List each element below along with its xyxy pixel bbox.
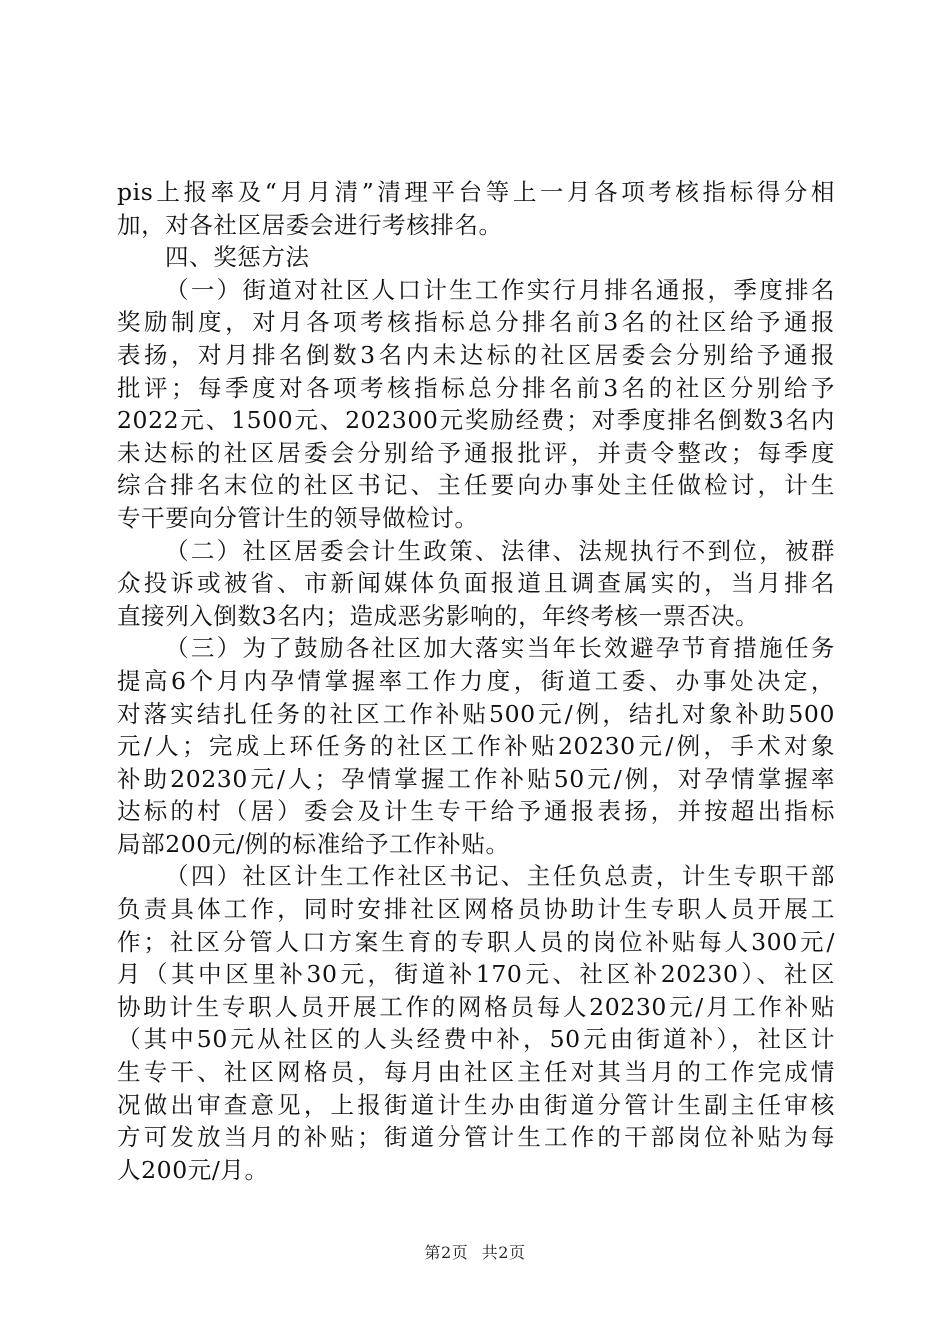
text-line: （三）为了鼓励各社区加大落实当年长效避孕节育措施任务 bbox=[165, 634, 835, 663]
text-line: 众投诉或被省、市新闻媒体负面报道且调查属实的，当月排名 bbox=[117, 569, 835, 598]
text-line: （四）社区计生工作社区书记、主任负总责，计生专职干部 bbox=[165, 862, 835, 891]
text-line: 生专干、社区网格员，每月由社区主任对其当月的工作完成情 bbox=[117, 1058, 835, 1087]
text-line: 四、奖惩方法 bbox=[165, 243, 310, 272]
text-line: 专干要向分管计生的领导做检讨。 bbox=[117, 503, 479, 532]
text-line: （其中50元从社区的人头经费中补，50元由街道补），社区计 bbox=[117, 1025, 835, 1054]
text-line: 达标的村（居）委会及计生专干给予通报表扬，并按超出指标 bbox=[117, 797, 835, 826]
text-line: 表扬，对月排名倒数3名内未达标的社区居委会分别给予通报 bbox=[117, 340, 835, 369]
text-line: 2022元、1500元、202300元奖励经费；对季度排名倒数3名内 bbox=[117, 406, 835, 435]
page-footer bbox=[0, 1240, 950, 1263]
text-line: 方可发放当月的补贴；街道分管计生工作的干部岗位补贴为每 bbox=[117, 1123, 835, 1152]
text-line: 批评；每季度对各项考核指标总分排名前3名的社区分别给予 bbox=[117, 373, 835, 402]
text-line: 协助计生专职人员开展工作的网格员每人20230元/月工作补贴 bbox=[117, 992, 835, 1021]
page-total: 共2页 bbox=[481, 1243, 526, 1262]
text-line: 作；社区分管人口方案生育的专职人员的岗位补贴每人300元/ bbox=[117, 927, 835, 956]
text-line: 况做出审查意见，上报街道计生办由街道分管计生副主任审核 bbox=[117, 1090, 835, 1119]
text-line: 提高6个月内孕情掌握率工作力度，街道工委、办事处决定， bbox=[117, 666, 835, 695]
document-body bbox=[117, 176, 835, 1186]
text-line: 局部200元/例的标准给予工作补贴。 bbox=[117, 829, 510, 858]
text-line: 加，对各社区居委会进行考核排名。 bbox=[117, 210, 503, 239]
text-line: 综合排名末位的社区书记、主任要向办事处主任做检讨，计生 bbox=[117, 471, 835, 500]
text-line: 对落实结扎任务的社区工作补贴500元/例，结扎对象补助500 bbox=[117, 699, 835, 728]
text-line: 未达标的社区居委会分别给予通报批评，并责令整改；每季度 bbox=[117, 438, 835, 467]
text-line: 人200元/月。 bbox=[117, 1155, 269, 1184]
text-line: 直接列入倒数3名内；造成恶劣影响的，年终考核一票否决。 bbox=[117, 601, 760, 630]
text-line: （二）社区居委会计生政策、法律、法规执行不到位，被群 bbox=[165, 536, 835, 565]
text-line: （一）街道对社区人口计生工作实行月排名通报，季度排名 bbox=[165, 275, 835, 304]
text-line: pis上报率及“月月清”清理平台等上一月各项考核指标得分相 bbox=[117, 178, 835, 206]
text-line: 月（其中区里补30元，街道补170元、社区补20230）、社区 bbox=[117, 960, 835, 989]
text-line: 元/人；完成上环任务的社区工作补贴20230元/例，手术对象 bbox=[117, 732, 835, 761]
text-line: 补助20230元/人；孕情掌握工作补贴50元/例，对孕情掌握率 bbox=[117, 764, 835, 793]
text-line: 奖励制度，对月各项考核指标总分排名前3名的社区给予通报 bbox=[117, 308, 835, 337]
text-line: 负责具体工作，同时安排社区网格员协助计生专职人员开展工 bbox=[117, 895, 835, 924]
page-number: 第2页 bbox=[424, 1243, 469, 1262]
